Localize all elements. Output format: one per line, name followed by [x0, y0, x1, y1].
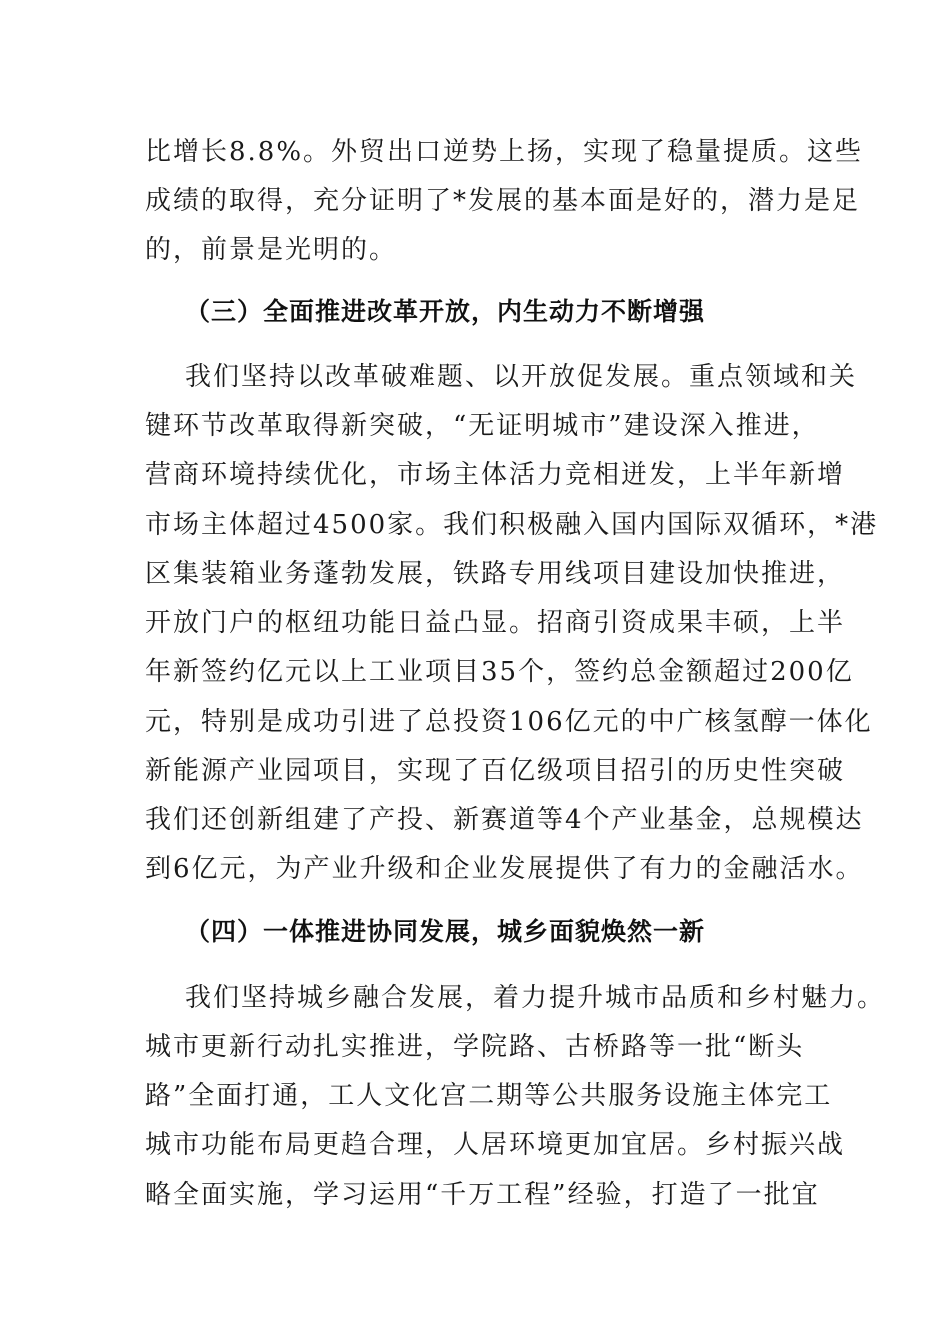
paragraph-line: 新能源产业园项目，实现了百亿级项目招引的历史性突破 — [145, 756, 846, 786]
paragraph-line: 元，特别是成功引进了总投资106亿元的中广核氢醇一体化 — [145, 707, 873, 737]
section-heading-3: （三）全面推进改革开放，内生动力不断增强 — [185, 297, 706, 326]
paragraph-line: 路”全面打通，工人文化宫二期等公共服务设施主体完工 — [145, 1081, 833, 1111]
paragraph-line: 比增长8.8%。外贸出口逆势上扬，实现了稳量提质。这些 — [145, 137, 864, 167]
section-heading-4: （四）一体推进协同发展，城乡面貌焕然一新 — [185, 917, 706, 946]
paragraph-line: 年新签约亿元以上工业项目35个，签约总金额超过200亿 — [145, 657, 854, 687]
paragraph-line: 区集装箱业务蓬勃发展，铁路专用线项目建设加快推进， — [145, 559, 846, 589]
paragraph-line: 城市功能布局更趋合理，人居环境更加宜居。乡村振兴战 — [145, 1130, 846, 1160]
paragraph-line: 我们还创新组建了产投、新赛道等4个产业基金，总规模达 — [145, 805, 864, 835]
paragraph-line: 到6亿元，为产业升级和企业发展提供了有力的金融活水。 — [145, 854, 864, 884]
paragraph-line: 营商环境持续优化，市场主体活力竞相迸发，上半年新增 — [145, 460, 846, 490]
paragraph-line: 键环节改革取得新突破，“无证明城市”建设深入推进， — [145, 411, 820, 441]
paragraph-line: 的，前景是光明的。 — [145, 235, 398, 265]
paragraph-line: 略全面实施，学习运用“千万工程”经验，打造了一批宜 — [145, 1180, 820, 1210]
paragraph-line: 成绩的取得，充分证明了*发展的基本面是好的，潜力是足 — [145, 186, 861, 216]
paragraph-line: 城市更新行动扎实推进，学院路、古桥路等一批“断头 — [145, 1032, 805, 1062]
paragraph-line: 市场主体超过4500家。我们积极融入国内国际双循环，*港 — [145, 510, 879, 540]
paragraph-line: 开放门户的枢纽功能日益凸显。招商引资成果丰硕，上半 — [145, 608, 846, 638]
paragraph-line: 我们坚持城乡融合发展，着力提升城市品质和乡村魅力。 — [185, 983, 886, 1013]
paragraph-line: 我们坚持以改革破难题、以开放促发展。重点领域和关 — [185, 362, 858, 392]
